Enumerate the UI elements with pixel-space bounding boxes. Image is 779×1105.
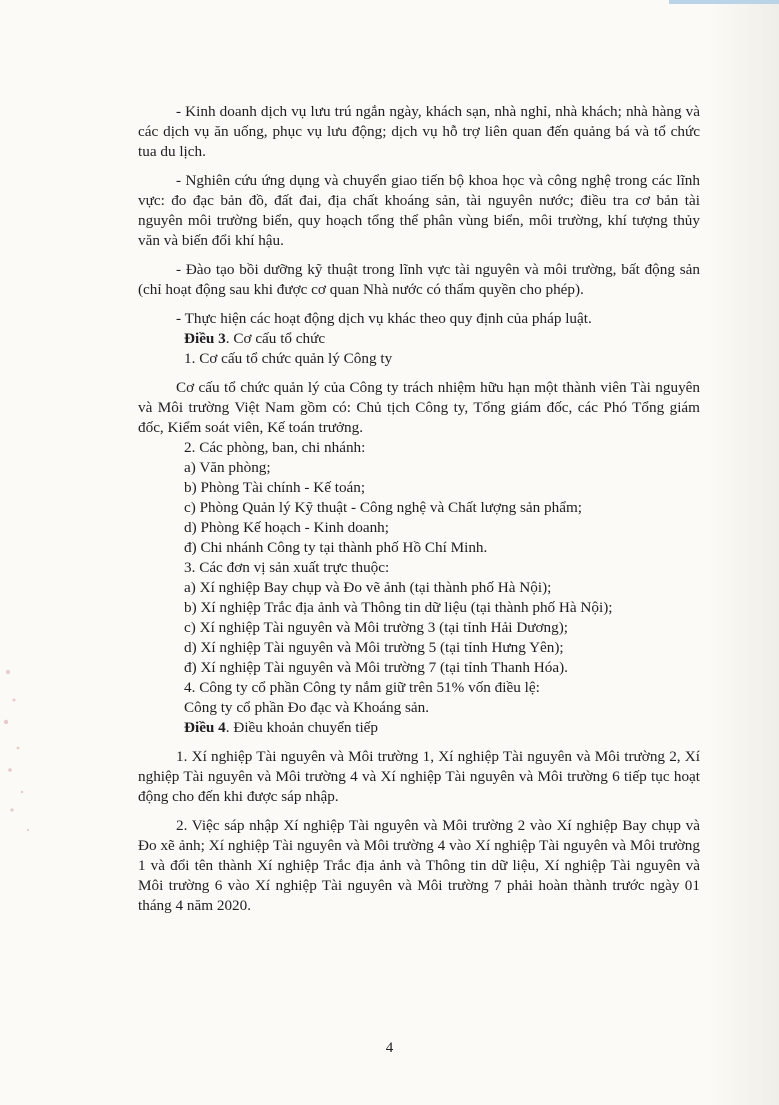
scan-stain-marks: [0, 660, 40, 850]
article-4-heading: [138, 718, 700, 738]
paragraph-tourism-services: - Kinh doanh dịch vụ lưu trú ngắn ngày, khách sạn, nhà nghỉ, nhà khách; nhà hàng và các dịch vụ ăn uống, phục vụ lưu động; dịch vụ hỗ trợ liên quan đến quảng bá và tổ chức tua du lịch.: [138, 103, 700, 160]
section-1-text: Cơ cấu tổ chức quản lý của Công ty trách nhiệm hữu hạn một thành viên Tài nguyên và Môi trường Việt Nam gồm có: Chủ tịch Công ty, Tổng giám đốc, các Phó Tổng giám đốc, Kiểm soát viên, Kế toán trưởng.: [138, 379, 700, 436]
section-2-item: đ) Chi nhánh Công ty tại thành phố Hồ Chí Minh.: [184, 539, 488, 556]
section-2-item: d) Phòng Kế hoạch - Kinh doanh;: [184, 519, 389, 536]
article-4-label: Điều 4: [184, 719, 226, 736]
section-3-item: đ) Xí nghiệp Tài nguyên và Môi trường 7 (tại tỉnh Thanh Hóa).: [184, 659, 568, 676]
section-3-item: a) Xí nghiệp Bay chụp và Đo vẽ ảnh (tại thành phố Hà Nội);: [184, 579, 552, 596]
section-1-heading: 1. Cơ cấu tổ chức quản lý Công ty: [184, 350, 393, 367]
paragraph-other-services: - Thực hiện các hoạt động dịch vụ khác theo quy định của pháp luật.: [176, 310, 592, 327]
section-4-heading: 4. Công ty cổ phần Công ty nắm giữ trên 51% vốn điều lệ:: [184, 679, 540, 696]
paragraph-training: - Đào tạo bồi dưỡng kỹ thuật trong lĩnh vực tài nguyên và môi trường, bất động sản (chỉ hoạt động sau khi được cơ quan Nhà nước có thẩm quyền cho phép).: [138, 261, 700, 298]
scan-corner-mark: [669, 0, 779, 4]
article-3-title: . Cơ cấu tổ chức: [225, 330, 326, 347]
section-3-item: b) Xí nghiệp Trắc địa ảnh và Thông tin dữ liệu (tại thành phố Hà Nội);: [184, 599, 613, 616]
page-edge-shadow: [709, 0, 779, 1105]
article-3-label: Điều 3: [184, 330, 226, 347]
article-4-paragraph-2: 2. Việc sáp nhập Xí nghiệp Tài nguyên và Môi trường 2 vào Xí nghiệp Bay chụp và Đo xẽ ảnh; Xí nghiệp Tài nguyên và Môi trường 4 vào Xí nghiệp Tài nguyên và Môi trường 1 và đổi tên thành Xí nghiệp Trắc địa ảnh và Thông tin dữ liệu, Xí nghiệp Tài nguyên và Môi trường 6 vào Xí nghiệp Tài nguyên và Môi trường 7 phải hoàn thành trước ngày 01 tháng 4 năm 2020.: [138, 817, 700, 914]
article-4-paragraph-1: 1. Xí nghiệp Tài nguyên và Môi trường 1, Xí nghiệp Tài nguyên và Môi trường 2, Xí nghiệp Tài nguyên và Môi trường 4 và Xí nghiệp Tài nguyên và Môi trường 6 tiếp tục hoạt động cho đến khi được sáp nhập.: [138, 748, 700, 805]
page-number: 4: [385, 1040, 394, 1056]
section-2-heading: 2. Các phòng, ban, chi nhánh:: [184, 439, 366, 456]
section-2-item: a) Văn phòng;: [184, 459, 271, 476]
section-2-item: b) Phòng Tài chính - Kế toán;: [184, 479, 366, 496]
section-3-item: d) Xí nghiệp Tài nguyên và Môi trường 5 (tại tỉnh Hưng Yên);: [184, 639, 564, 656]
paragraph-research: - Nghiên cứu ứng dụng và chuyển giao tiến bộ khoa học và công nghệ trong các lĩnh vực: đo đạc bản đồ, đất đai, địa chất khoáng sản, tài nguyên nước; điều tra cơ bản tài nguyên môi trường biển, quy hoạch tổng thể phân vùng biển, môi trường, khí tượng thủy văn và biến đổi khí hậu.: [138, 172, 700, 249]
section-3-heading: 3. Các đơn vị sản xuất trực thuộc:: [184, 559, 390, 576]
document-body: [138, 102, 700, 916]
section-4-text: Công ty cổ phần Đo đạc và Khoáng sản.: [184, 699, 430, 716]
article-4-title: . Điều khoản chuyển tiếp: [225, 719, 379, 736]
section-3-item: c) Xí nghiệp Tài nguyên và Môi trường 3 (tại tỉnh Hải Dương);: [184, 619, 569, 636]
section-2-item: c) Phòng Quản lý Kỹ thuật - Công nghệ và Chất lượng sản phẩm;: [184, 499, 583, 516]
article-3-heading: [138, 329, 700, 349]
